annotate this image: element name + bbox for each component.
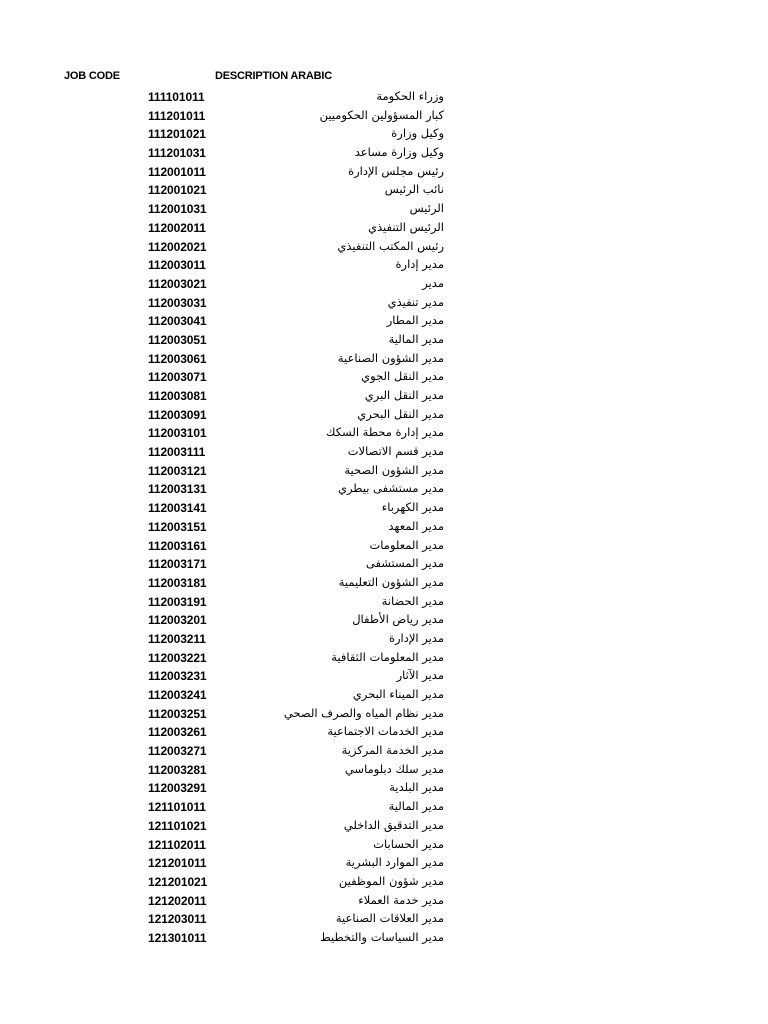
description-cell: مدير الآثار <box>396 668 444 683</box>
description-cell: مدير <box>422 275 444 290</box>
table-row <box>0 463 768 482</box>
table-row <box>0 724 768 743</box>
table-row <box>0 855 768 874</box>
job-code-cell: 112003021 <box>148 276 207 291</box>
description-cell: وزراء الحكومة <box>376 89 444 103</box>
job-code-cell: 121101011 <box>148 800 206 815</box>
table-row <box>0 108 768 127</box>
description-cell: مدير الموارد البشرية <box>345 855 444 870</box>
description-cell: وكيل وزارة مساعد <box>354 145 444 160</box>
description-cell: مدير إدارة <box>395 257 444 272</box>
job-code-cell: 112003221 <box>148 650 207 665</box>
job-code-cell: 121201021 <box>148 874 208 889</box>
table-row <box>0 893 768 912</box>
job-code-cell: 112001031 <box>148 202 207 217</box>
header-description-arabic: DESCRIPTION ARABIC <box>215 70 332 82</box>
description-cell: مدير شؤون الموظفين <box>338 873 444 888</box>
job-code-cell: 121201011 <box>148 856 207 871</box>
description-cell: مدير الإدارة <box>388 630 444 645</box>
table-row <box>0 743 768 762</box>
table-row <box>0 650 768 669</box>
description-cell: مدير السياسات والتخطيط <box>320 929 444 944</box>
description-cell: رئيس المكتب التنفيذي <box>337 238 444 253</box>
header-job-code: JOB CODE <box>64 70 120 82</box>
job-code-cell: 112003271 <box>148 744 207 759</box>
job-code-cell: 112003181 <box>148 575 207 590</box>
description-cell: مدير الحسابات <box>373 836 444 851</box>
job-code-cell: 112003041 <box>148 314 207 329</box>
job-code-table <box>0 89 768 949</box>
job-code-cell: 112003241 <box>148 688 207 702</box>
table-row <box>0 799 768 818</box>
job-code-cell: 111101011 <box>148 90 205 104</box>
job-code-cell: 112003081 <box>148 389 207 403</box>
description-cell: كبار المسؤولين الحكوميين <box>319 107 444 122</box>
table-row <box>0 425 768 444</box>
job-code-cell: 121101021 <box>148 818 207 833</box>
table-row <box>0 500 768 519</box>
description-cell: مدير سلك دبلوماسي <box>344 761 444 776</box>
table-row <box>0 911 768 930</box>
table-row <box>0 369 768 388</box>
table-row <box>0 407 768 426</box>
table-row <box>0 631 768 650</box>
job-code-cell: 121202011 <box>148 893 207 908</box>
table-row <box>0 201 768 220</box>
table-row <box>0 837 768 856</box>
description-cell: مدير الخدمات الاجتماعية <box>327 724 444 739</box>
job-code-cell: 112003051 <box>148 332 207 347</box>
job-code-cell: 112003191 <box>148 594 207 609</box>
description-cell: مدير رياض الأطفال <box>352 612 444 627</box>
description-cell: رئيس مجلس الإدارة <box>348 163 444 178</box>
job-code-cell: 111201021 <box>148 127 206 142</box>
table-row <box>0 481 768 500</box>
description-cell: مدير المطار <box>386 313 444 328</box>
job-code-cell: 121102011 <box>148 837 206 852</box>
job-code-cell: 112003131 <box>148 482 207 497</box>
job-code-cell: 112003031 <box>148 295 207 310</box>
description-cell: مدير النقل الجوي <box>361 369 444 384</box>
table-row <box>0 164 768 183</box>
job-code-cell: 111201011 <box>148 108 206 123</box>
table-row <box>0 519 768 538</box>
table-row <box>0 594 768 613</box>
job-code-cell: 112003201 <box>148 613 207 628</box>
table-row <box>0 575 768 594</box>
job-code-cell: 121301011 <box>148 930 207 945</box>
job-code-cell: 112003171 <box>148 557 207 572</box>
description-cell: مدير الشؤون الصناعية <box>337 350 444 365</box>
description-cell: مدير البلدية <box>389 780 444 795</box>
description-cell: مدير خدمة العملاء <box>358 892 444 907</box>
table-row <box>0 239 768 258</box>
job-code-cell: 112002021 <box>148 239 207 254</box>
table-row <box>0 89 768 108</box>
job-code-cell: 112003251 <box>148 706 207 721</box>
description-cell: وكيل وزارة <box>391 126 444 141</box>
description-cell: مدير الشؤون الصحية <box>344 462 444 477</box>
table-row <box>0 182 768 201</box>
description-cell: نائب الرئيس <box>384 182 444 197</box>
job-code-cell: 112003061 <box>148 351 207 366</box>
description-cell: مدير المعلومات <box>369 537 444 552</box>
description-cell: الرئيس التنفيذي <box>368 219 444 234</box>
job-code-cell: 112003161 <box>148 538 207 553</box>
table-row <box>0 276 768 295</box>
table-row <box>0 145 768 164</box>
description-cell: مدير المعهد <box>388 518 444 533</box>
job-code-cell: 112001021 <box>148 183 207 198</box>
table-row <box>0 668 768 687</box>
description-cell: مدير الشؤون التعليمية <box>338 574 444 589</box>
job-code-cell: 112003111 <box>148 445 206 460</box>
job-code-cell: 112001011 <box>148 164 206 179</box>
job-code-cell: 112003141 <box>148 501 207 516</box>
table-row <box>0 780 768 799</box>
job-code-cell: 112003091 <box>148 407 207 422</box>
description-cell: مدير مستشفى بيطري <box>337 481 444 496</box>
table-row <box>0 220 768 239</box>
job-code-cell: 112003261 <box>148 725 207 740</box>
table-row <box>0 444 768 463</box>
description-cell: مدير النقل البحري <box>357 406 444 421</box>
description-cell: مدير المستشفى <box>365 556 444 571</box>
table-row <box>0 388 768 407</box>
table-row <box>0 687 768 706</box>
table-row <box>0 295 768 314</box>
table-row <box>0 313 768 332</box>
job-code-cell: 112003071 <box>148 370 207 385</box>
description-cell: مدير المعلومات الثقافية <box>331 649 444 664</box>
description-cell: مدير قسم الاتصالات <box>347 444 444 459</box>
job-code-cell: 112003101 <box>148 426 207 441</box>
description-cell: مدير المالية <box>388 799 444 814</box>
table-row <box>0 257 768 276</box>
description-cell: مدير تنفيذي <box>387 294 444 309</box>
job-code-cell: 112003151 <box>148 519 207 534</box>
table-row <box>0 874 768 893</box>
description-cell: مدير إدارة محطة السكك <box>326 425 444 440</box>
table-row <box>0 612 768 631</box>
table-row <box>0 930 768 949</box>
job-code-cell: 112003281 <box>148 762 207 777</box>
description-cell: مدير المالية <box>388 331 444 346</box>
table-row <box>0 818 768 837</box>
description-cell: مدير الكهرباء <box>381 500 444 515</box>
description-cell: مدير نظام المياه والصرف الصحي <box>283 705 444 720</box>
description-cell: مدير العلاقات الصناعية <box>335 911 444 926</box>
job-code-cell: 112003121 <box>148 463 207 478</box>
description-cell: مدير الميناء البحري <box>352 687 444 701</box>
description-cell: مدير الحضانة <box>381 593 444 608</box>
description-cell: مدير الخدمة المركزية <box>341 743 444 758</box>
table-row <box>0 762 768 781</box>
description-cell: مدير النقل البري <box>364 388 444 402</box>
job-code-cell: 121203011 <box>148 912 207 927</box>
table-row <box>0 556 768 575</box>
table-row <box>0 126 768 145</box>
table-row <box>0 332 768 351</box>
job-code-cell: 112003211 <box>148 631 206 646</box>
description-cell: مدير التدقيق الداخلي <box>343 817 444 832</box>
description-cell: الرئيس <box>409 201 444 216</box>
job-code-cell: 111201031 <box>148 146 206 161</box>
table-row <box>0 538 768 557</box>
job-code-cell: 112003291 <box>148 781 207 796</box>
job-code-cell: 112003011 <box>148 258 206 273</box>
job-code-cell: 112002011 <box>148 220 206 235</box>
table-row <box>0 351 768 370</box>
table-row <box>0 706 768 725</box>
job-code-cell: 112003231 <box>148 669 207 684</box>
